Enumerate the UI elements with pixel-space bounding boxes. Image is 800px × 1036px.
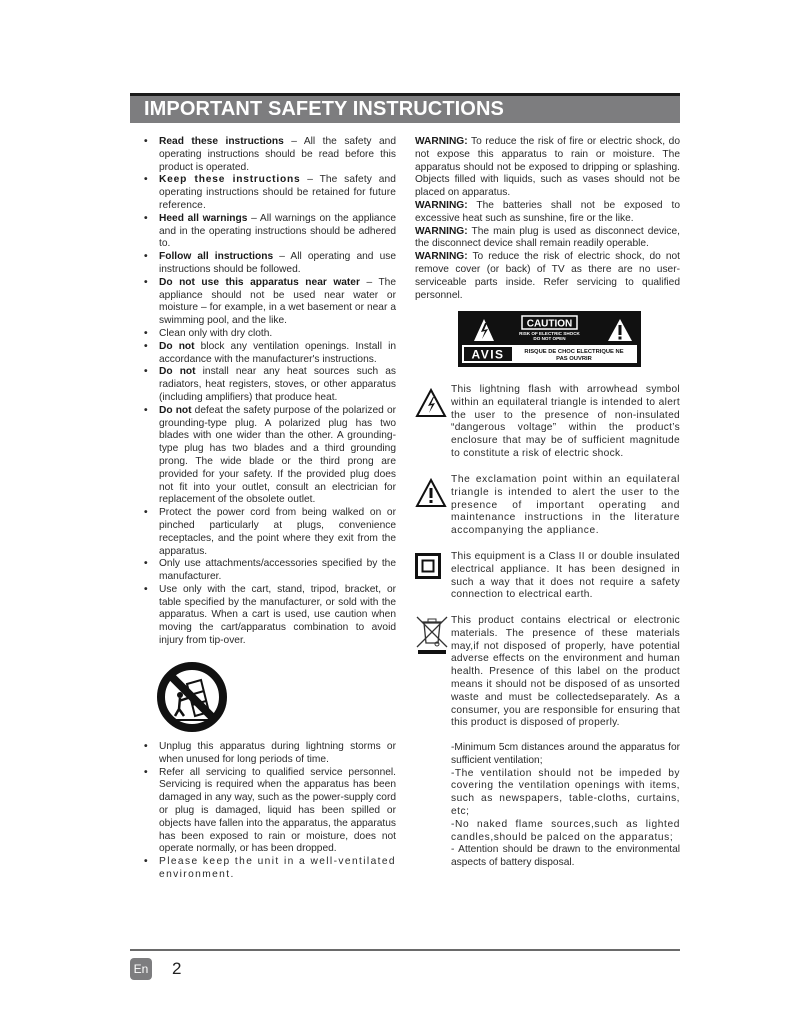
warning-label: WARNING: xyxy=(415,136,468,147)
warning-paragraph xyxy=(415,251,680,302)
item-text: Use only with the cart, stand, tripod, bracket, or table specified by the manufacturer, or sold with the apparatus. When a cart is used, use caution when moving the cart/apparatus combination to avoid injury from tip-over. xyxy=(159,583,396,647)
warning-text: The main plug is used as disconnect device, the disconnect device shall remain readily operable. xyxy=(415,225,680,250)
list-item: • Refer all servicing to qualified service personnel. Servicing is required when the apparatus has been damaged in any way, such as the power-supply cord or plug is damaged, liquid has been spilled or objects have fallen into the apparatus, the apparatus has been exposed to rain or moisture, does not operate normally, or has been dropped. xyxy=(144,767,396,857)
list-item xyxy=(144,328,396,341)
item-text: Clean only with dry cloth. xyxy=(159,327,273,339)
warning-paragraph xyxy=(415,200,680,226)
item-heading: Do not xyxy=(159,366,196,378)
symbol-description: This equipment is a Class II or double insulated electrical appliance. It has been designed in such a way that it does not require a safety connection to electrical earth. xyxy=(451,551,680,601)
item-text: – The appliance should not be used near water or moisture – for example, in a wet basement or near a swimming pool, and the like. xyxy=(159,276,397,327)
list-item: • Please keep the unit in a well-ventilated environment. xyxy=(144,856,396,882)
symbol-description: The exclamation point within an equilateral triangle is intended to alert the user to the presence of important operating and maintenance instructions in the literature accompanying the appliance. xyxy=(451,474,680,537)
svg-text:AVIS: AVIS xyxy=(471,347,505,362)
item-heading: Do not xyxy=(159,340,195,352)
ventilation-notes xyxy=(451,742,680,870)
symbol-description: This product contains electrical or electronic materials. The presence of these materials may,if not disposed of properly, have potential adverse effects on the environment and human health. Presence of this label on the product means it should not be disposed of as unsorted waste and must be collectedseparately. As a consumer, you are responsible for ensuring that this product is disposed of properly. xyxy=(451,615,680,729)
list-item xyxy=(144,213,396,251)
class-ii-double-square-icon xyxy=(415,553,441,579)
cart-tip-over-warning-icon xyxy=(157,662,227,732)
item-text: install near any heat sources such as radiators, heat registers, stoves, or other apparatus (including amplifiers) that produce heat. xyxy=(159,366,397,403)
symbol-weee xyxy=(415,615,680,730)
list-item xyxy=(144,507,396,558)
symbol-class-ii xyxy=(415,551,680,602)
ventilation-note: -Minimum 5cm distances around the apparatus for sufficient ventilation; xyxy=(451,742,680,766)
page-title: IMPORTANT SAFETY INSTRUCTIONS xyxy=(144,98,504,120)
svg-text:RISK OF ELECTRIC SHOCK: RISK OF ELECTRIC SHOCK xyxy=(519,331,580,336)
item-heading: Keep these instructions xyxy=(159,174,301,186)
left-column xyxy=(144,136,396,648)
list-item xyxy=(144,136,396,174)
instruction-list xyxy=(144,136,396,648)
section-header xyxy=(130,93,680,123)
language-badge: En xyxy=(130,958,152,980)
svg-text:PAS OUVRIR: PAS OUVRIR xyxy=(556,356,592,362)
symbol-description: This lightning flash with arrowhead symbol within an equilateral triangle is intended to alert the user to the presence of non-insulated “dangerous voltage” within the product’s enclosure that may be of sufficient magnitude to constitute a risk of electric shock. xyxy=(451,384,680,459)
svg-text:RISQUE DE CHOC ELECTRIQUE NE: RISQUE DE CHOC ELECTRIQUE NE xyxy=(524,349,624,355)
item-heading: Heed all warnings xyxy=(159,212,248,224)
warning-text: The batteries shall not be exposed to excessive heat such as sunshine, fire or the like. xyxy=(415,199,680,224)
item-text: – All operating and use instructions should be followed. xyxy=(159,251,396,275)
instruction-list-lower xyxy=(144,741,396,882)
warning-paragraph xyxy=(415,136,680,200)
caution-label xyxy=(458,311,641,367)
list-item xyxy=(144,558,396,584)
item-text: block any ventilation openings. Install in accordance with the manufacturer's instructions. xyxy=(159,340,396,365)
symbol-lightning xyxy=(415,384,680,461)
item-heading: Do not xyxy=(159,404,192,416)
list-item xyxy=(144,584,396,648)
caution-text: CAUTION xyxy=(526,318,573,330)
item-text: defeat the safety purpose of the polarized or grounding-type plug. A polarized plug has two blades with one wider than the other. A grounding-type plug has two blades and a third grounding prong. The wide blade or the third prong are provided for your safety. If the provided plug does not fit into your outlet, consult an electrician for replacement of the obsolete outlet. xyxy=(159,404,397,506)
footer-divider xyxy=(130,949,680,951)
item-heading: Read these instructions xyxy=(159,136,284,147)
list-item xyxy=(144,251,396,277)
warning-label: WARNING: xyxy=(415,251,468,263)
warning-paragraph xyxy=(415,226,680,252)
warnings-block xyxy=(415,136,680,302)
warning-label: WARNING: xyxy=(415,225,468,237)
left-lower-column xyxy=(144,741,396,882)
page-number: 2 xyxy=(172,959,182,978)
list-item xyxy=(144,405,396,507)
list-item xyxy=(144,366,396,404)
warning-text: To reduce the risk of fire or electric shock, do not expose this apparatus to rain or moisture. The apparatus should not be exposed to dripping or splashing. Objects filled with liquids, such as vases should not be placed on apparatus. xyxy=(415,136,680,199)
item-text: – The safety and operating instructions should be retained for future reference. xyxy=(159,174,396,211)
item-text: – All warnings on the appliance and in the operating instructions should be adhered to. xyxy=(159,212,396,250)
list-item xyxy=(144,341,396,367)
caution-label-graphic xyxy=(460,313,639,365)
exclamation-triangle-icon xyxy=(415,478,447,508)
item-heading: Do not use this apparatus near water xyxy=(159,276,360,288)
list-item xyxy=(144,174,396,212)
ventilation-note: - Attention should be drawn to the environmental aspects of battery disposal. xyxy=(451,844,680,869)
item-heading: Follow all instructions xyxy=(159,251,274,263)
lightning-triangle-icon xyxy=(415,388,447,418)
list-item xyxy=(144,277,396,328)
symbol-exclamation xyxy=(415,474,680,538)
ventilation-note: -No naked flame sources,such as lighted candles,should be palced on the apparatus; xyxy=(451,818,680,843)
item-text: Only use attachments/accessories specified by the manufacturer. xyxy=(159,558,396,583)
warning-text: To reduce the risk of electric shock, do not remove cover (or back) of TV as there are no user-serviceable parts inside. Refer servicing to qualified personnel. xyxy=(415,251,680,301)
warning-label: WARNING: xyxy=(415,199,468,211)
list-item: • Unplug this apparatus during lightning storms or when unused for long periods of time. xyxy=(144,741,396,767)
item-text: – All the safety and operating instructions should be read before this product is operated. xyxy=(159,136,396,173)
weee-crossed-bin-icon xyxy=(415,615,449,655)
item-text: Protect the power cord from being walked on or pinched particularly at plugs, convenience receptacles, and the point where they exit from the apparatus. xyxy=(159,507,396,557)
svg-text:DO NOT OPEN: DO NOT OPEN xyxy=(533,336,566,341)
ventilation-note: -The ventilation should not be impeded by covering the ventilation openings with items, such as newspapers, table-cloths, curtains, etc; xyxy=(451,767,680,817)
